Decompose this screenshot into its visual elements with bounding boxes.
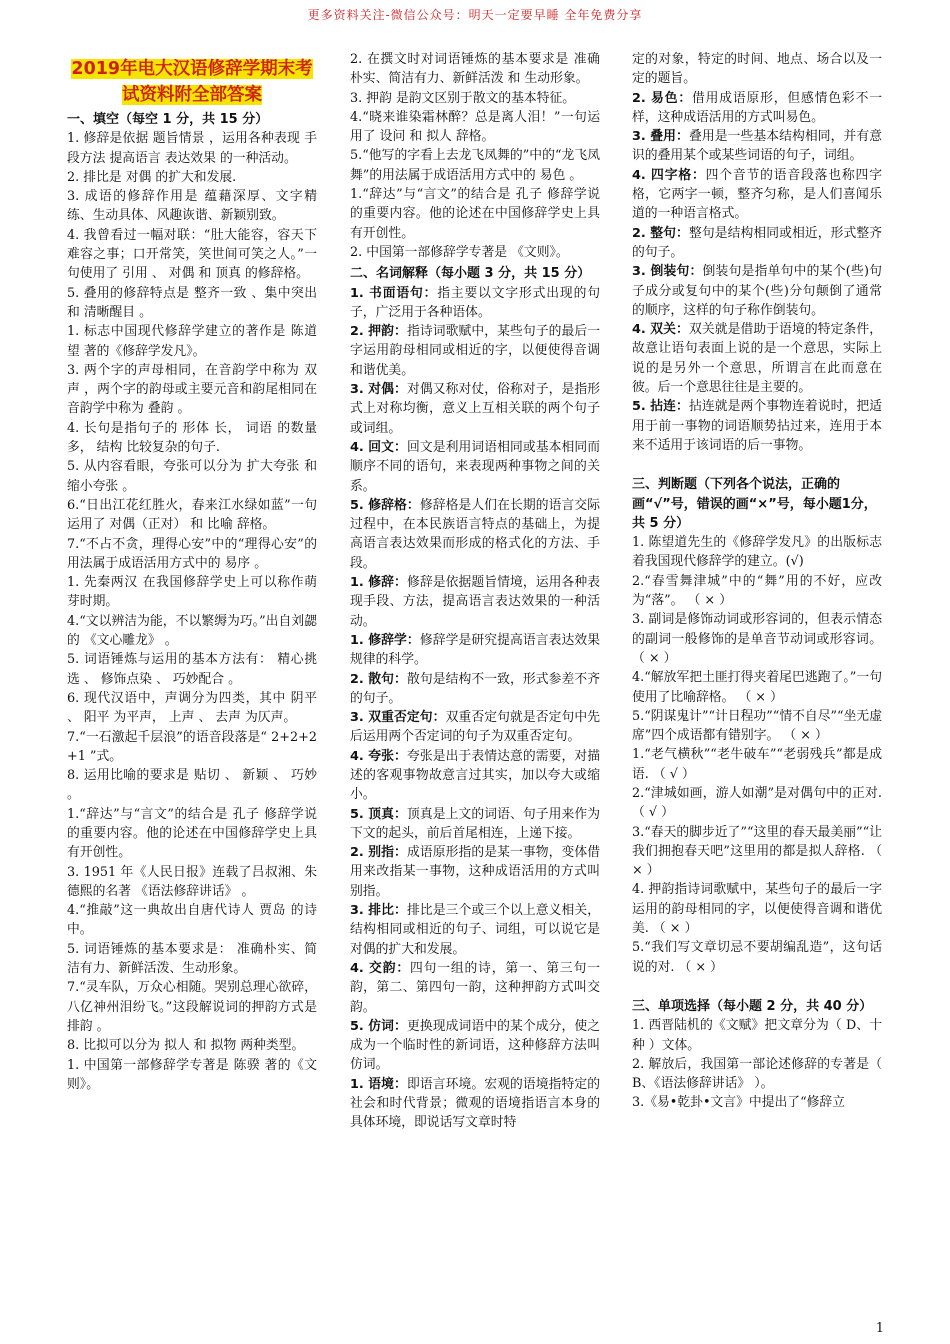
question-item: 2.“春雪舞津城”中的“舞”用的不好，应改为“落”。 （ × ） xyxy=(632,573,882,609)
definition-item xyxy=(350,438,600,496)
question-item: 2. 中国第一部修辞学专著是 《文则》。 xyxy=(350,244,569,260)
definition-item xyxy=(350,843,600,901)
question-item: 3. 副词是修饰动词或形容词的，但表示情态的副词一般修饰的是单音节动词或形容词。 （ × ） xyxy=(632,612,882,666)
definition-term: 3. 双重否定句： xyxy=(350,710,446,726)
definition-text: 成语原形指的是某一事物，变体借用来改指某一事物，这种成语活用的方式叫别指。 xyxy=(350,845,600,899)
definition-term: 4. 夸张： xyxy=(350,748,407,764)
question-item: 5.“我们写文章切忌不要胡编乱造”，这句话说的对. （ × ） xyxy=(632,940,882,975)
definition-term: 1. 修辞： xyxy=(350,575,407,591)
definition-text: 四句一组的诗，第一、第三句一韵，第二、第四句一韵，这种押韵方式叫交韵。 xyxy=(350,960,600,1015)
column-2 xyxy=(350,50,600,1320)
definition-text: 双关就是借助于语境的特定条件，故意让语句表面上说的是一个意思，实际上说的是另外一个意思，所谓言在此而意在彼。后一个意思往往是主要的。 xyxy=(632,322,882,396)
definition-item xyxy=(350,284,600,323)
definition-item xyxy=(350,901,600,959)
definition-item xyxy=(350,573,600,631)
definition-text: 指诗词歌赋中，某些句子的最后一字运用韵母相同或相近的字，以便使得音调和谐优美。 xyxy=(350,324,600,378)
definition-text: 双重否定句就是否定句中先后运用两个否定词的句子为双重否定句。 xyxy=(350,710,600,745)
question-item: 2. 在撰文时对词语锤炼的基本要求是 准确朴实、简洁有力、新鲜活泼 和 生动形象。 xyxy=(350,52,600,87)
question-item: 1.“老气横秋”“老牛破车”“老弱残兵”都是成语. （ √ ） xyxy=(632,747,882,782)
definition-text: 四个音节的语音段落也称四字格，它两字一顿，整齐匀称，是人们喜闻乐道的一种语言格式。 xyxy=(632,167,882,222)
document-title: 2019年电大汉语修辞学期末考试资料附全部答案 xyxy=(71,59,313,105)
question-item: 5. 从内容看眼，夸张可以分为 扩大夸张 和 缩小夸张 。 xyxy=(67,459,317,494)
question-item: 4. 长句是指句子的 形体 长， 词语 的数量多， 结构 比较复杂的句子. xyxy=(67,420,317,456)
definition-text: 顶真是上文的词语、句子用来作为下文的起头，前后首尾相连，上递下接。 xyxy=(350,806,600,841)
question-item: 1. 西晋陆机的《文赋》把文章分为（ D、十种 ）文体。 xyxy=(632,1018,882,1053)
question-item: 7.“灵车队，万众心相随。哭别总理心欲碎，八亿神州泪纷飞。”这段解说词的押韵方式是 排韵 。 xyxy=(67,980,317,1034)
question-item: 4. 我曾看过一幅对联：“肚大能容，容天下难容之事；口开常笑，笑世间可笑之人。”一句使用了 引用 、 对偶 和 顶真 的修辞格。 xyxy=(67,227,317,282)
question-item: 8. 比拟可以分为 拟人 和 拟物 两种类型。 xyxy=(67,1038,305,1054)
definition-term: 1. 语境： xyxy=(350,1076,407,1092)
question-item: 2.“津城如画，游人如潮”是对偶句中的正对. （ √ ） xyxy=(632,785,882,821)
question-item: 7.“一石激起千层浪”的语音段落是“ 2+2+2+1 ”式。 xyxy=(67,729,317,764)
question-item: 6.“日出江花红胜火，春来江水绿如蓝”一句运用了 对偶（正对） 和 比喻 辞格。 xyxy=(67,497,317,533)
question-item: 1. 陈望道先生的《修辞学发凡》的出版标志着我国现代修辞学的建立。(√) xyxy=(632,535,882,570)
definition-item xyxy=(632,166,882,224)
definition-item xyxy=(350,380,600,438)
definition-item xyxy=(350,322,600,380)
definition-item xyxy=(632,224,882,263)
question-item: 3.《易•乾卦•文言》中提出了“修辞立 xyxy=(632,1095,846,1111)
definition-text: 排比是三个或三个以上意义相关，结构相同或相近的句子、词组，可以说它是对偶的扩大和发展。 xyxy=(350,903,600,957)
question-item: 4.“解放军把土匪打得夹着尾巴逃跑了。”一句使用了比喻辞格。 （ × ） xyxy=(632,670,882,705)
definition-item xyxy=(350,631,600,670)
definition-item xyxy=(350,496,600,573)
definition-text: 借用成语原形，但感情色彩不一样，这种成语活用的方式叫易色。 xyxy=(632,90,882,125)
definition-text: 指主要以文字形式出现的句子，广泛用于各种语体。 xyxy=(350,285,600,320)
section-heading: 二、名词解释（每小题 3 分，共 15 分） xyxy=(350,266,591,282)
definition-text: 夸张是出于表情达意的需要，对描述的客观事物故意言过其实，加以夸大或缩小。 xyxy=(350,748,600,803)
definition-item xyxy=(350,747,600,805)
question-item: 1.“辞达”与“言文”的结合是 孔子 修辞学说的重要内容。他的论述在中国修辞学史上具有开创性。 xyxy=(350,187,600,241)
definition-text: 散句是结构不一致，形式参差不齐的句子。 xyxy=(350,671,600,706)
definition-item xyxy=(350,708,600,747)
definition-term: 3. 叠用： xyxy=(632,129,689,145)
definition-text: 倒装句是指单句中的某个(些)句子成分或复句中的某个(些)分句颠倒了通常的顺序，这样的句子称作倒装句。 xyxy=(632,264,882,318)
question-item: 3. 1951 年《人民日报》连载了吕叔湘、朱德熙的名著 《语法修辞讲话》 。 xyxy=(67,864,317,899)
definition-item xyxy=(350,959,600,1017)
definition-term: 5. 修辞格： xyxy=(350,497,420,513)
definition-text: 更换现成词语中的某个成分，使之成为一个临时性的新词语，这种修辞方法叫仿词。 xyxy=(350,1018,600,1073)
definition-term: 2. 易色： xyxy=(632,90,692,106)
definition-item xyxy=(632,262,882,320)
question-item: 3. 成语的修辞作用是 蕴藉深厚、文字精练、生动具体、风趣诙谐、新颖别致。 xyxy=(67,189,317,224)
question-item: 5. 词语锤炼与运用的基本方法有： 精心挑选 、 修饰点染 、 巧妙配合 。 xyxy=(67,652,317,687)
definition-term: 5. 仿词： xyxy=(350,1018,407,1034)
section-heading: 三、单项选择（每小题 2 分，共 40 分） xyxy=(632,998,873,1014)
definition-item xyxy=(632,127,882,166)
definition-text: 拈连就是两个事物连着说时，把适用于前一事物的词语顺势拈过来，连用于本来不适用于该词语的后一事物。 xyxy=(632,399,882,453)
question-item: 4.“晓来谁染霜林醉？总是离人泪！”一句运用了 设问 和 拟人 辞格。 xyxy=(350,109,600,145)
question-item: 2. 排比是 对偶 的扩大和发展. xyxy=(67,169,237,185)
question-item: 2. 解放后，我国第一部论述修辞的专著是（ B、《语法修辞讲话》 ）。 xyxy=(632,1056,882,1092)
definition-item xyxy=(350,1075,600,1133)
definition-text: 修辞格是人们在长期的语言交际过程中，在本民族语言特点的基础上，为提高语言表达效果而形成的格式化的方法、手段。 xyxy=(350,497,600,571)
question-item: 5. 叠用的修辞特点是 整齐一致 、集中突出 和 清晰醒目 。 xyxy=(67,285,317,320)
definition-term: 1. 书面语句： xyxy=(350,285,438,301)
page-number: 1 xyxy=(875,1321,884,1336)
question-item: 1. 标志中国现代修辞学建立的著作是 陈道望 著的《修辞学发凡》。 xyxy=(67,324,317,359)
column-3 xyxy=(632,50,882,1320)
definition-item xyxy=(350,1017,600,1075)
definition-term: 3. 排比： xyxy=(350,903,407,919)
question-item: 7.“不占不贪，理得心安”中的“理得心安”的用法属于成语活用方式中的 易序 。 xyxy=(67,536,317,571)
definition-text: 修辞学是研究提高语言表达效果规律的科学。 xyxy=(350,632,600,668)
section-heading: 一、填空（每空 1 分，共 15 分） xyxy=(67,112,269,127)
question-item: 3. 两个字的声母相同，在音韵学中称为 双声 ，两个字的韵母或主要元音和韵尾相同在音韵学中称为 叠韵 。 xyxy=(67,362,317,417)
definition-term: 4. 双关： xyxy=(632,322,689,338)
definition-term: 3. 对偶： xyxy=(350,382,407,398)
definition-item xyxy=(350,670,600,709)
definition-term: 2. 散句： xyxy=(350,671,407,687)
question-item: 6. 现代汉语中，声调分为四类，其中 阴平 、 阳平 为平声， 上声 、 去声 为仄声。 xyxy=(67,690,317,726)
definition-item xyxy=(632,320,882,397)
definition-term: 4. 四字格： xyxy=(632,167,706,183)
section-heading: 三、判断题（下列各个说法，正确的画“√”号，错误的画“×”号，每小题1分，共 5 分） xyxy=(632,477,877,531)
definition-term: 2. 押韵： xyxy=(350,324,407,340)
question-item: 1.“辞达”与“言文”的结合是 孔子 修辞学说的重要内容。他的论述在中国修辞学史上具有开创性。 xyxy=(67,806,317,861)
definition-item xyxy=(632,89,882,128)
definition-term: 4. 回文： xyxy=(350,439,407,455)
definition-term: 2. 别指： xyxy=(350,845,407,861)
definition-item xyxy=(350,805,600,844)
question-item: 3. 押韵 是韵文区别于散文的基本特征。 xyxy=(350,90,576,106)
question-item: 1. 先秦两汉 在我国修辞学史上可以称作萌芽时期。 xyxy=(67,575,317,610)
definition-term: 2. 整句： xyxy=(632,225,689,241)
question-item: 5. 词语锤炼的基本要求是： 准确朴实、简洁有力、新鲜活泼、生动形象。 xyxy=(67,941,317,977)
definition-term: 3. 倒装句： xyxy=(632,264,703,280)
question-item: 3.“春天的脚步近了”“这里的春天最美丽”“让我们拥抱春天吧”这里用的都是拟人辞格. （ × ） xyxy=(632,824,882,879)
question-item: 4. 押韵指诗词歌赋中，某些句子的最后一字运用的韵母相同的字，以便使得音调和谐优美. （ × ） xyxy=(632,882,882,937)
definition-text: 叠用是一些基本结构相同，并有意识的叠用某个或某些词语的句子，词组。 xyxy=(632,129,882,164)
definition-text: 修辞是依据题旨情境，运用各种表现手段、方法，提高语言表达效果的一种活动。 xyxy=(350,575,600,629)
definition-term: 4. 交韵： xyxy=(350,960,410,976)
definition-item xyxy=(632,397,882,455)
definition-term: 5. 顶真： xyxy=(350,806,407,822)
definition-text: 回文是利用词语相同或基本相同而顺序不同的语句，来表现两种事物之间的关系。 xyxy=(350,439,600,494)
question-item: 定的对象，特定的时间、地点、场合以及一定的题旨。 xyxy=(632,52,882,87)
question-item: 5.“他写的字看上去龙飞凤舞的”中的“龙飞凤舞”的用法属于成语活用方式中的 易色 。 xyxy=(350,148,600,183)
definition-term: 5. 拈连： xyxy=(632,399,689,415)
question-item: 4.“文以辨洁为能，不以繁缛为巧。”出自刘勰的 《文心雕龙》 。 xyxy=(67,613,317,649)
question-item: 8. 运用比喻的要求是 贴切 、 新颖 、 巧妙 。 xyxy=(67,768,317,803)
definition-text: 对偶又称对仗，俗称对子，是指形式上对称均衡，意义上互相关联的两个句子或词组。 xyxy=(350,382,600,436)
definition-term: 1. 修辞学： xyxy=(350,632,420,648)
definition-text: 即语言环境。宏观的语境指特定的社会和时代背景；微观的语境指语言本身的具体环境，即说话写文章时特 xyxy=(350,1076,600,1131)
question-item: 1. 修辞是依据 题旨情景 ，运用各种表现 手段方法 提高语言 表达效果 的一种活动。 xyxy=(67,131,317,166)
question-item: 4.“推敲”这一典故出自唐代诗人 贾岛 的诗中。 xyxy=(67,903,317,938)
promo-banner: 更多资料关注-微信公众号：明天一定要早睡 全年免费分享 xyxy=(307,8,643,22)
definition-text: 整句是结构相同或相近，形式整齐的句子。 xyxy=(632,225,882,260)
question-item: 1. 中国第一部修辞学专著是 陈骙 著的《文则》。 xyxy=(67,1057,317,1092)
question-item: 5.“阴谋鬼计”“计日程功”“情不自尽”“坐无虚席”四个成语都有错别字。 （ × ） xyxy=(632,708,882,744)
column-1 xyxy=(67,50,317,1320)
